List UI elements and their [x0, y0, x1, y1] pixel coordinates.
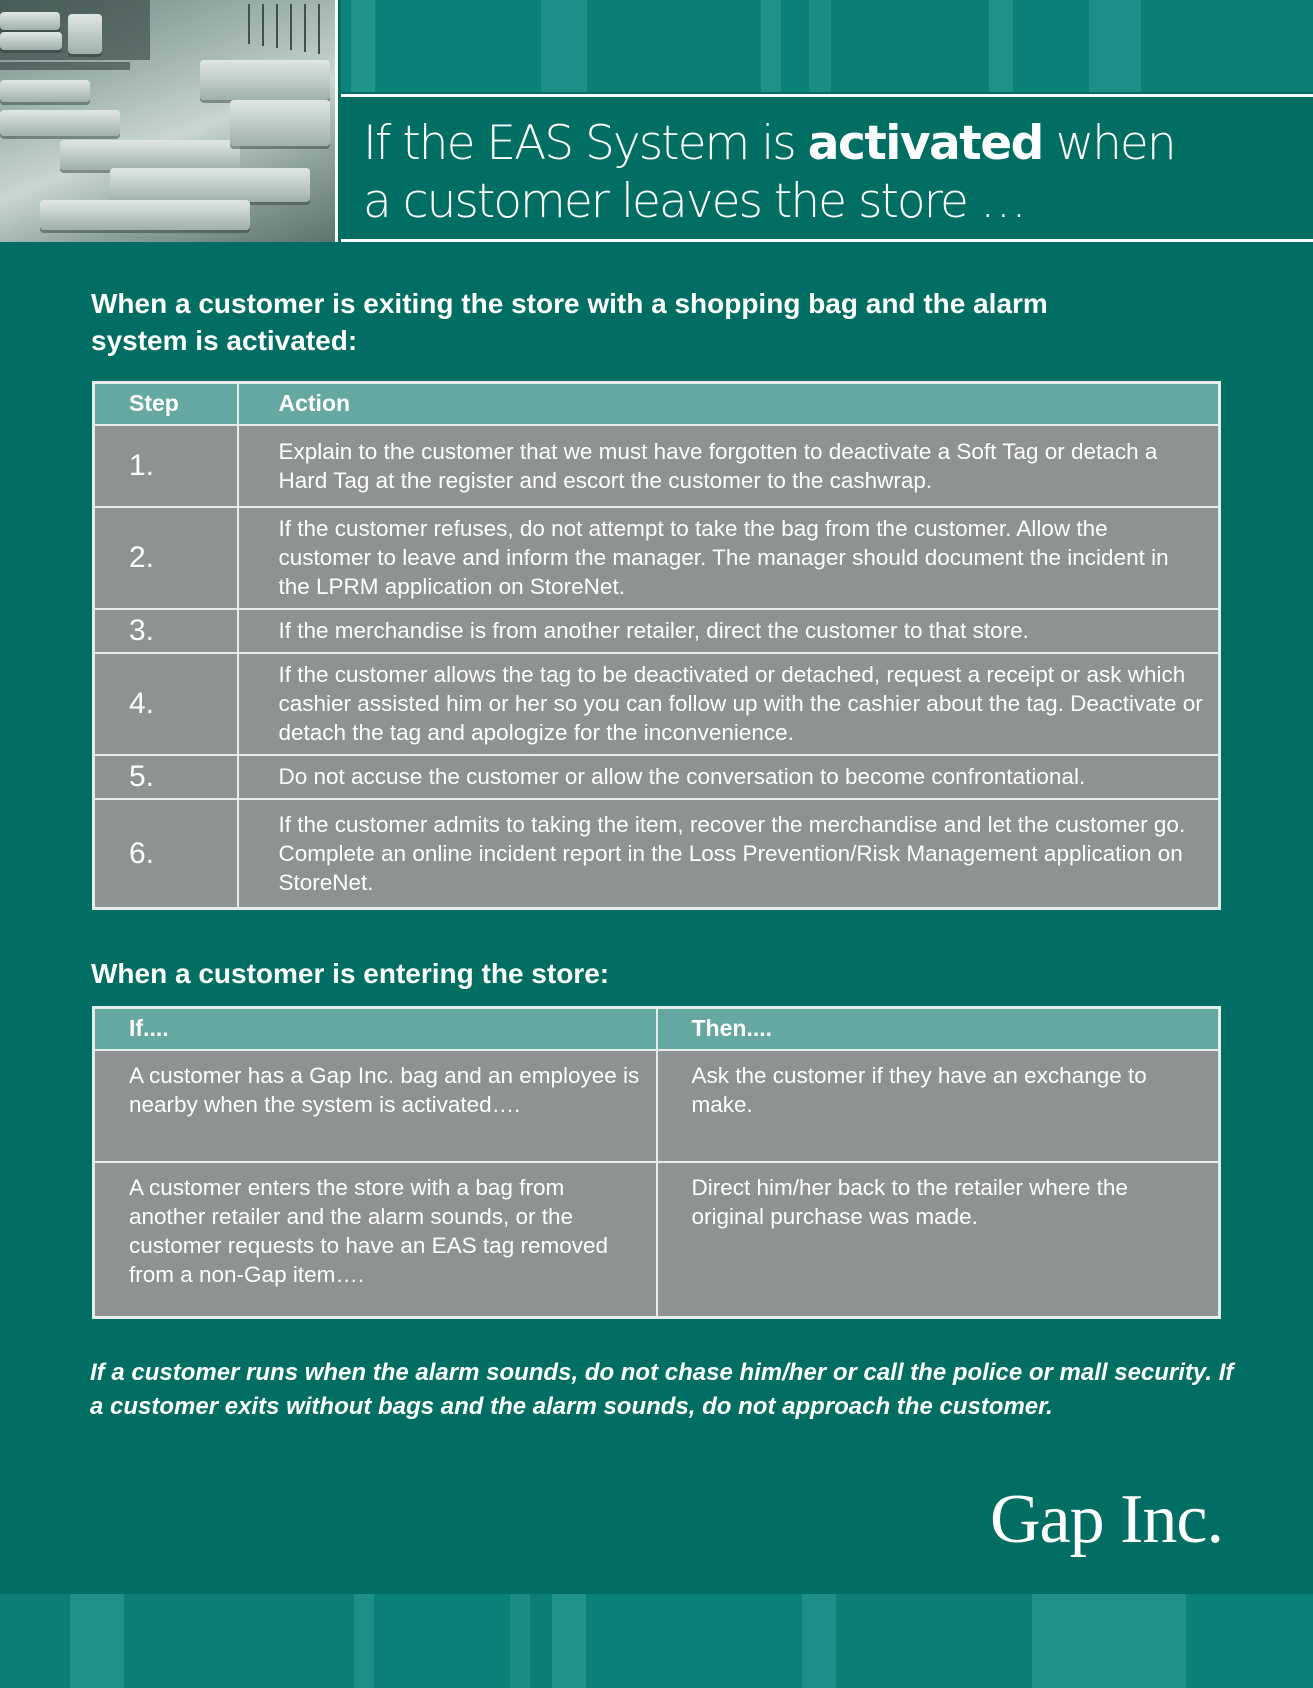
column-header-step: Step — [94, 383, 238, 425]
table-row — [94, 799, 1220, 909]
title-box — [341, 94, 1313, 242]
step-action: Do not accuse the customer or allow the conversation to become confrontational. — [238, 755, 1220, 799]
step-action: If the merchandise is from another retailer, direct the customer to that store. — [238, 609, 1220, 653]
alarm-note: If a customer runs when the alarm sounds, do not chase him/her or call the police or mall security. If a customer exits without bags and the alarm sounds, do not approach the customer. — [90, 1359, 1234, 1420]
step-action: If the customer allows the tag to be deactivated or detached, request a receipt or ask which cashier assisted him or her so you can follow up with the cashier about the tag. Deactivate or detach the tag and apologize for the inconvenience. — [238, 653, 1220, 755]
if-condition: A customer has a Gap Inc. bag and an employee is nearby when the system is activated…. — [94, 1050, 657, 1162]
table-header-row — [94, 383, 1220, 425]
table-row — [94, 507, 1220, 609]
column-header-action: Action — [238, 383, 1220, 425]
table-header-row — [94, 1008, 1220, 1050]
step-number: 4. — [94, 653, 238, 755]
step-number: 5. — [94, 755, 238, 799]
page-title-line-2: a customer leaves the store … — [363, 174, 1025, 229]
entering-table — [92, 1006, 1221, 1319]
table-row — [94, 425, 1220, 507]
column-header-if: If.... — [94, 1008, 657, 1050]
then-action: Ask the customer if they have an exchange to make. — [657, 1050, 1220, 1162]
table-row — [94, 755, 1220, 799]
decorative-stripes-bottom — [0, 1594, 1313, 1688]
step-number: 2. — [94, 507, 238, 609]
column-header-then: Then.... — [657, 1008, 1220, 1050]
header-band — [0, 0, 1313, 245]
step-action: If the customer refuses, do not attempt to take the bag from the customer. Allow the customer to leave and inform the manager. The manager should document the incident in the LPRM application on StoreNet. — [238, 507, 1220, 609]
table-row — [94, 609, 1220, 653]
gap-inc-logo: Gap Inc. — [990, 1481, 1224, 1558]
step-action: If the customer admits to taking the item, recover the merchandise and let the customer go. Complete an online incident report in the Loss Prevention/Risk Management application on StoreNet. — [238, 799, 1220, 909]
table-row — [94, 653, 1220, 755]
table-row — [94, 1162, 1220, 1318]
exiting-steps-table — [92, 381, 1221, 910]
entering-heading: When a customer is entering the store: — [91, 958, 610, 989]
if-condition: A customer enters the store with a bag from another retailer and the alarm sounds, or the customer requests to have an EAS tag removed from a non-Gap item…. — [94, 1162, 657, 1318]
page-title-line-1: If the EAS System is activated when — [363, 116, 1175, 171]
store-photo — [0, 0, 338, 242]
decorative-stripes-top — [341, 0, 1313, 92]
step-number: 6. — [94, 799, 238, 909]
exiting-heading: When a customer is exiting the store with a shopping bag and the alarm system is activated: — [91, 288, 1048, 356]
step-action: Explain to the customer that we must have forgotten to deactivate a Soft Tag or detach a Hard Tag at the register and escort the customer to the cashwrap. — [238, 425, 1220, 507]
step-number: 1. — [94, 425, 238, 507]
step-number: 3. — [94, 609, 238, 653]
table-row — [94, 1050, 1220, 1162]
then-action: Direct him/her back to the retailer where the original purchase was made. — [657, 1162, 1220, 1318]
